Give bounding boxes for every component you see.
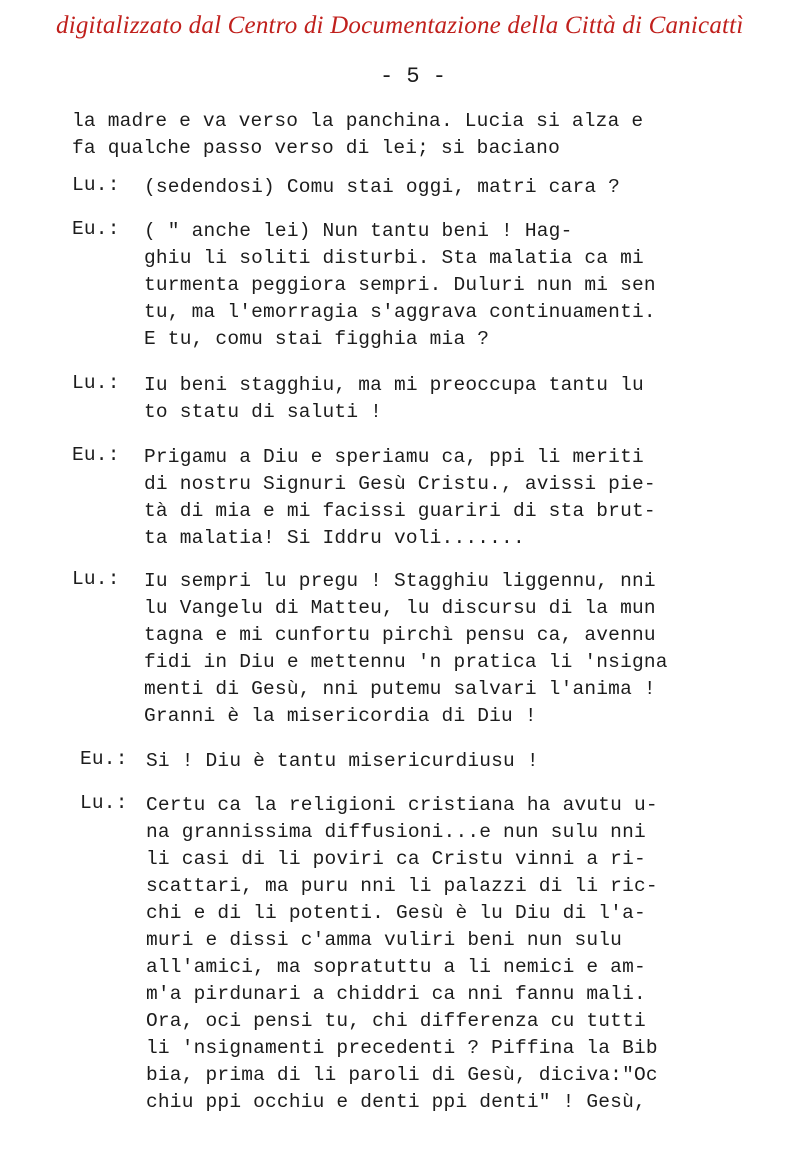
speech-text xyxy=(146,792,658,1116)
stage-direction xyxy=(72,108,643,162)
watermark-caption: digitalizzato dal Centro di Documentazione della Città di Canicattì xyxy=(56,12,744,39)
text-line: E tu, comu stai figghia mia ? xyxy=(144,328,490,350)
text-line: lu Vangelu di Matteu, lu discursu di la mun xyxy=(144,597,656,619)
text-line: li 'nsignamenti precedenti ? Piffina la Bib xyxy=(146,1037,658,1059)
speech-text xyxy=(144,444,656,552)
text-line: Prigamu a Diu e speriamu ca, ppi li meriti xyxy=(144,446,644,468)
text-line: ( " anche lei) Nun tantu beni ! Hag- xyxy=(144,220,573,242)
text-line: tà di mia e mi facissi guariri di sta brut- xyxy=(144,500,656,522)
text-line: na grannissima diffusioni...e nun sulu nni xyxy=(146,821,646,843)
text-line: tu, ma l'emorragia s'aggrava continuamenti. xyxy=(144,301,656,323)
speaker-label: Eu.: xyxy=(72,218,120,240)
text-line: la madre e va verso la panchina. Lucia si alza e xyxy=(72,110,644,132)
text-line: to statu di saluti ! xyxy=(144,401,383,423)
text-line: all'amici, ma sopratuttu a li nemici e am- xyxy=(146,956,646,978)
text-line: tagna e mi cunfortu pirchì pensu ca, avennu xyxy=(144,624,656,646)
text-line: chi e di li potenti. Gesù è lu Diu di l'a- xyxy=(146,902,646,924)
speech-text xyxy=(144,218,656,353)
speech-text xyxy=(144,372,644,426)
text-line: Iu beni stagghiu, ma mi preoccupa tantu lu xyxy=(144,374,644,396)
text-line: scattari, ma puru nni li palazzi di li ric- xyxy=(146,875,658,897)
text-line: di nostru Signuri Gesù Cristu., avissi pie- xyxy=(144,473,656,495)
text-line: chiu ppi occhiu e denti ppi denti" ! Gesù, xyxy=(146,1091,646,1113)
speaker-label: Lu.: xyxy=(72,174,120,196)
text-line: bia, prima di li paroli di Gesù, diciva:"Oc xyxy=(146,1064,658,1086)
text-line: menti di Gesù, nni putemu salvari l'anima ! xyxy=(144,678,656,700)
speaker-label: Lu.: xyxy=(72,568,120,590)
text-line: ta malatia! Si Iddru voli....... xyxy=(144,527,525,549)
text-line: m'a pirdunari a chiddri ca nni fannu mali. xyxy=(146,983,646,1005)
text-line: Certu ca la religioni cristiana ha avutu u- xyxy=(146,794,658,816)
speaker-label: Lu.: xyxy=(72,372,120,394)
text-line: Iu sempri lu pregu ! Stagghiu liggennu, nni xyxy=(144,570,656,592)
speech-text xyxy=(144,568,668,730)
text-line: Ora, oci pensi tu, chi differenza cu tutti xyxy=(146,1010,646,1032)
speaker-label: Lu.: xyxy=(80,792,128,814)
text-line: ghiu li soliti disturbi. Sta malatia ca mi xyxy=(144,247,644,269)
speaker-label: Eu.: xyxy=(72,444,120,466)
text-line: turmenta peggiora sempri. Duluri nun mi sen xyxy=(144,274,656,296)
text-line: fidi in Diu e mettennu 'n pratica li 'nsigna xyxy=(144,651,668,673)
speech-text xyxy=(144,174,620,201)
text-line: fa qualche passo verso di lei; si baciano xyxy=(72,137,560,159)
text-line: (sedendosi) Comu stai oggi, matri cara ? xyxy=(144,176,621,198)
text-line: muri e dissi c'amma vuliri beni nun sulu xyxy=(146,929,623,951)
text-line: Granni è la misericordia di Diu ! xyxy=(144,705,537,727)
page-number: - 5 - xyxy=(380,64,447,89)
text-line: Si ! Diu è tantu misericurdiusu ! xyxy=(146,750,539,772)
speaker-label: Eu.: xyxy=(80,748,128,770)
speech-text xyxy=(146,748,539,775)
text-line: li casi di li poviri ca Cristu vinni a ri- xyxy=(146,848,646,870)
